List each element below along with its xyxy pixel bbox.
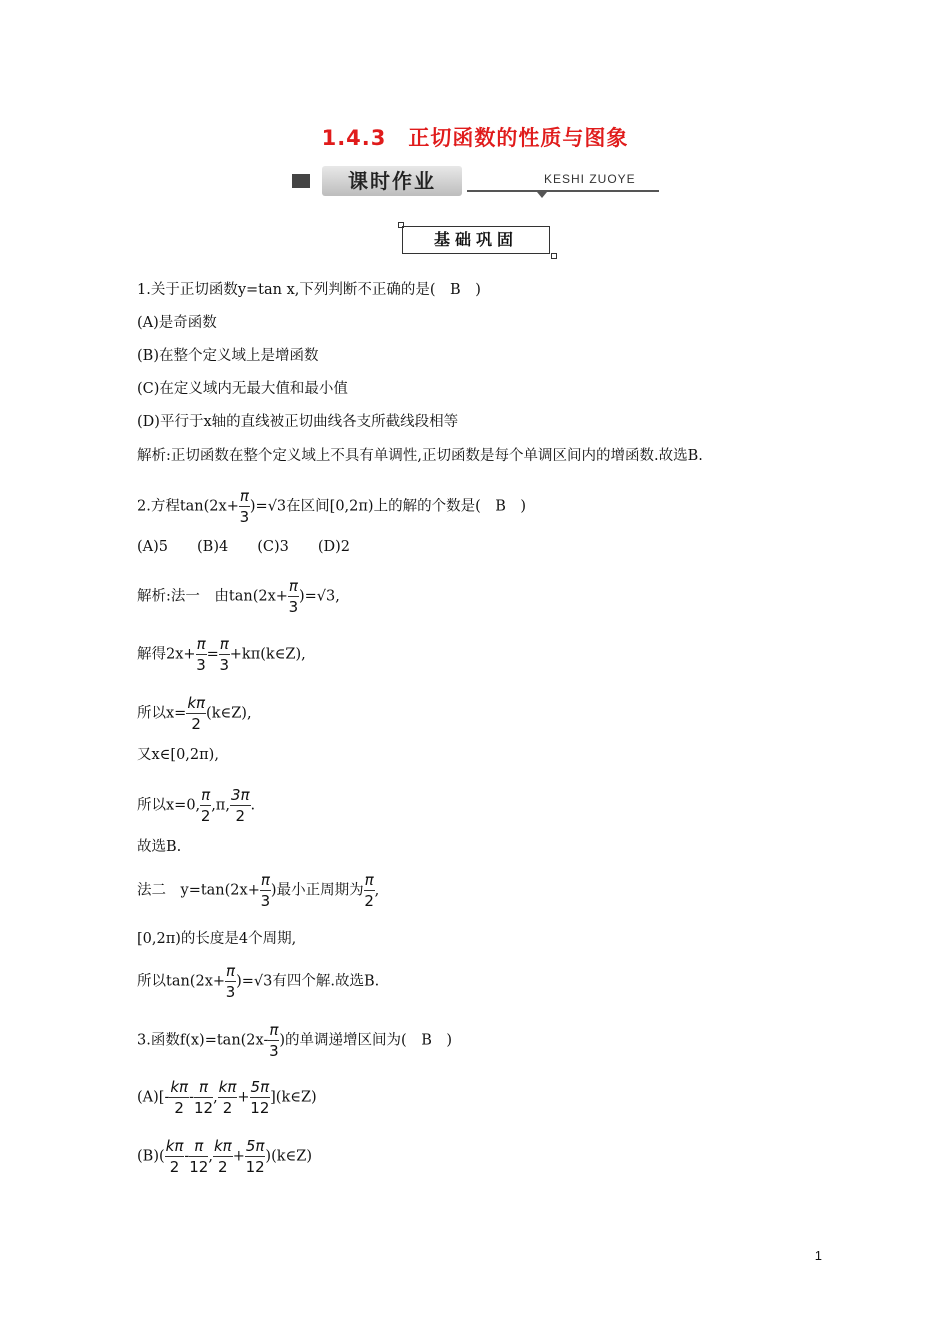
fraction-kpi-2: $\frac{k\pi}{2}$ [170,1078,189,1117]
fraction-pi-2: $\frac{\pi}{2}$ [364,871,374,910]
q1-option-c: (C)在定义域内无最大值和最小值 [137,381,348,397]
fraction-5pi-12: $\frac{5\pi}{12}$ [245,1137,265,1176]
fraction-pi-3: $\frac{\pi}{3}$ [260,871,271,910]
q2-analysis-7: 法二 y=tan(2x+ $\frac{\pi}{3}$ )最小正周期为 $\frac{\pi}{2}$ , [137,871,380,910]
q2-analysis-9: 所以tan(2x+ $\frac{\pi}{3}$ )=√3有四个解.故选B. [137,962,380,1001]
fraction-kpi-2: $\frac{k\pi}{2}$ [187,694,206,733]
q2-analysis-4: 又x∈[0,2π), [137,747,219,763]
q2-stem: 2.方程tan(2x+ $\frac{\pi}{3}$ )=√3在区间[0,2π)上的解的个数是( B ) [137,487,527,526]
page-title: 1.4.3 正切函数的性质与图象 [321,126,629,150]
banner-sub: KESHI ZUOYE [544,172,636,186]
q1-analysis: 解析:正切函数在整个定义域上不具有单调性,正切函数是每个单调区间内的增函数.故选B. [137,448,703,464]
fraction-pi-3: $\frac{\pi}{3}$ [288,577,299,616]
page-number: 1 [814,1248,822,1263]
fraction-pi-12: $\frac{\pi}{12}$ [189,1137,209,1176]
fraction-pi-12: $\frac{\pi}{12}$ [193,1078,214,1117]
q2-analysis-2: 解得2x+ $\frac{\pi}{3}$ = $\frac{\pi}{3}$ +kπ(k∈Z), [137,635,306,674]
q3-stem: 3.函数f(x)=tan(2x- $\frac{\pi}{3}$ )的单调递增区间为( B ) [137,1021,453,1060]
q1-option-a: (A)是奇函数 [137,315,217,331]
fraction-pi-3: $\frac{\pi}{3}$ [239,487,250,526]
fraction-3pi-2: $\frac{3\pi}{2}$ [230,786,250,825]
q3-option-b: (B)( $\frac{k\pi}{2}$ - $\frac{\pi}{12}$ , $\frac{k\pi}{2}$ + $\frac{5\pi}{12}$ )(k∈Z) [137,1137,312,1176]
q1-stem: 1.关于正切函数y=tan x,下列判断不正确的是( B ) [137,282,481,298]
q2-analysis-8: [0,2π)的长度是4个周期, [137,931,297,947]
fraction-5pi-12: $\frac{5\pi}{12}$ [250,1078,270,1117]
fraction-pi-3: $\frac{\pi}{3}$ [219,635,230,674]
fraction-pi-3: $\frac{\pi}{3}$ [269,1021,279,1060]
q2-analysis-3: 所以x= $\frac{k\pi}{2}$ (k∈Z), [137,694,252,733]
fraction-pi-2: $\frac{\pi}{2}$ [200,786,211,825]
fraction-pi-3: $\frac{\pi}{3}$ [196,635,206,674]
q3-option-a: (A)[- $\frac{k\pi}{2}$ - $\frac{\pi}{12}$ , $\frac{k\pi}{2}$ + $\frac{5\pi}{12}$ ](k∈Z) [137,1078,317,1117]
banner-square-icon [292,174,310,188]
banner-rule [467,190,659,192]
q2-analysis-5: 所以x=0, $\frac{\pi}{2}$ ,π, $\frac{3\pi}{2}$ . [137,786,256,825]
q1-option-d: (D)平行于x轴的直线被正切曲线各支所截线段相等 [137,414,459,430]
banner-label: 课时作业 [322,166,462,196]
homework-banner [292,166,662,196]
fraction-pi-3: $\frac{\pi}{3}$ [225,962,236,1001]
fraction-kpi-2: $\frac{k\pi}{2}$ [213,1137,232,1176]
q2-options: (A)5 (B)4 (C)3 (D)2 [137,539,351,555]
banner-triangle-icon [537,192,547,198]
fraction-kpi-2: $\frac{k\pi}{2}$ [218,1078,237,1117]
q2-analysis-6: 故选B. [137,839,182,855]
fraction-kpi-2: $\frac{k\pi}{2}$ [165,1137,184,1176]
section-heading: 基础巩固 [402,226,550,254]
q1-option-b: (B)在整个定义域上是增函数 [137,348,319,364]
q2-analysis-1: 解析:法一 由tan(2x+ $\frac{\pi}{3}$ )=√3, [137,577,340,616]
